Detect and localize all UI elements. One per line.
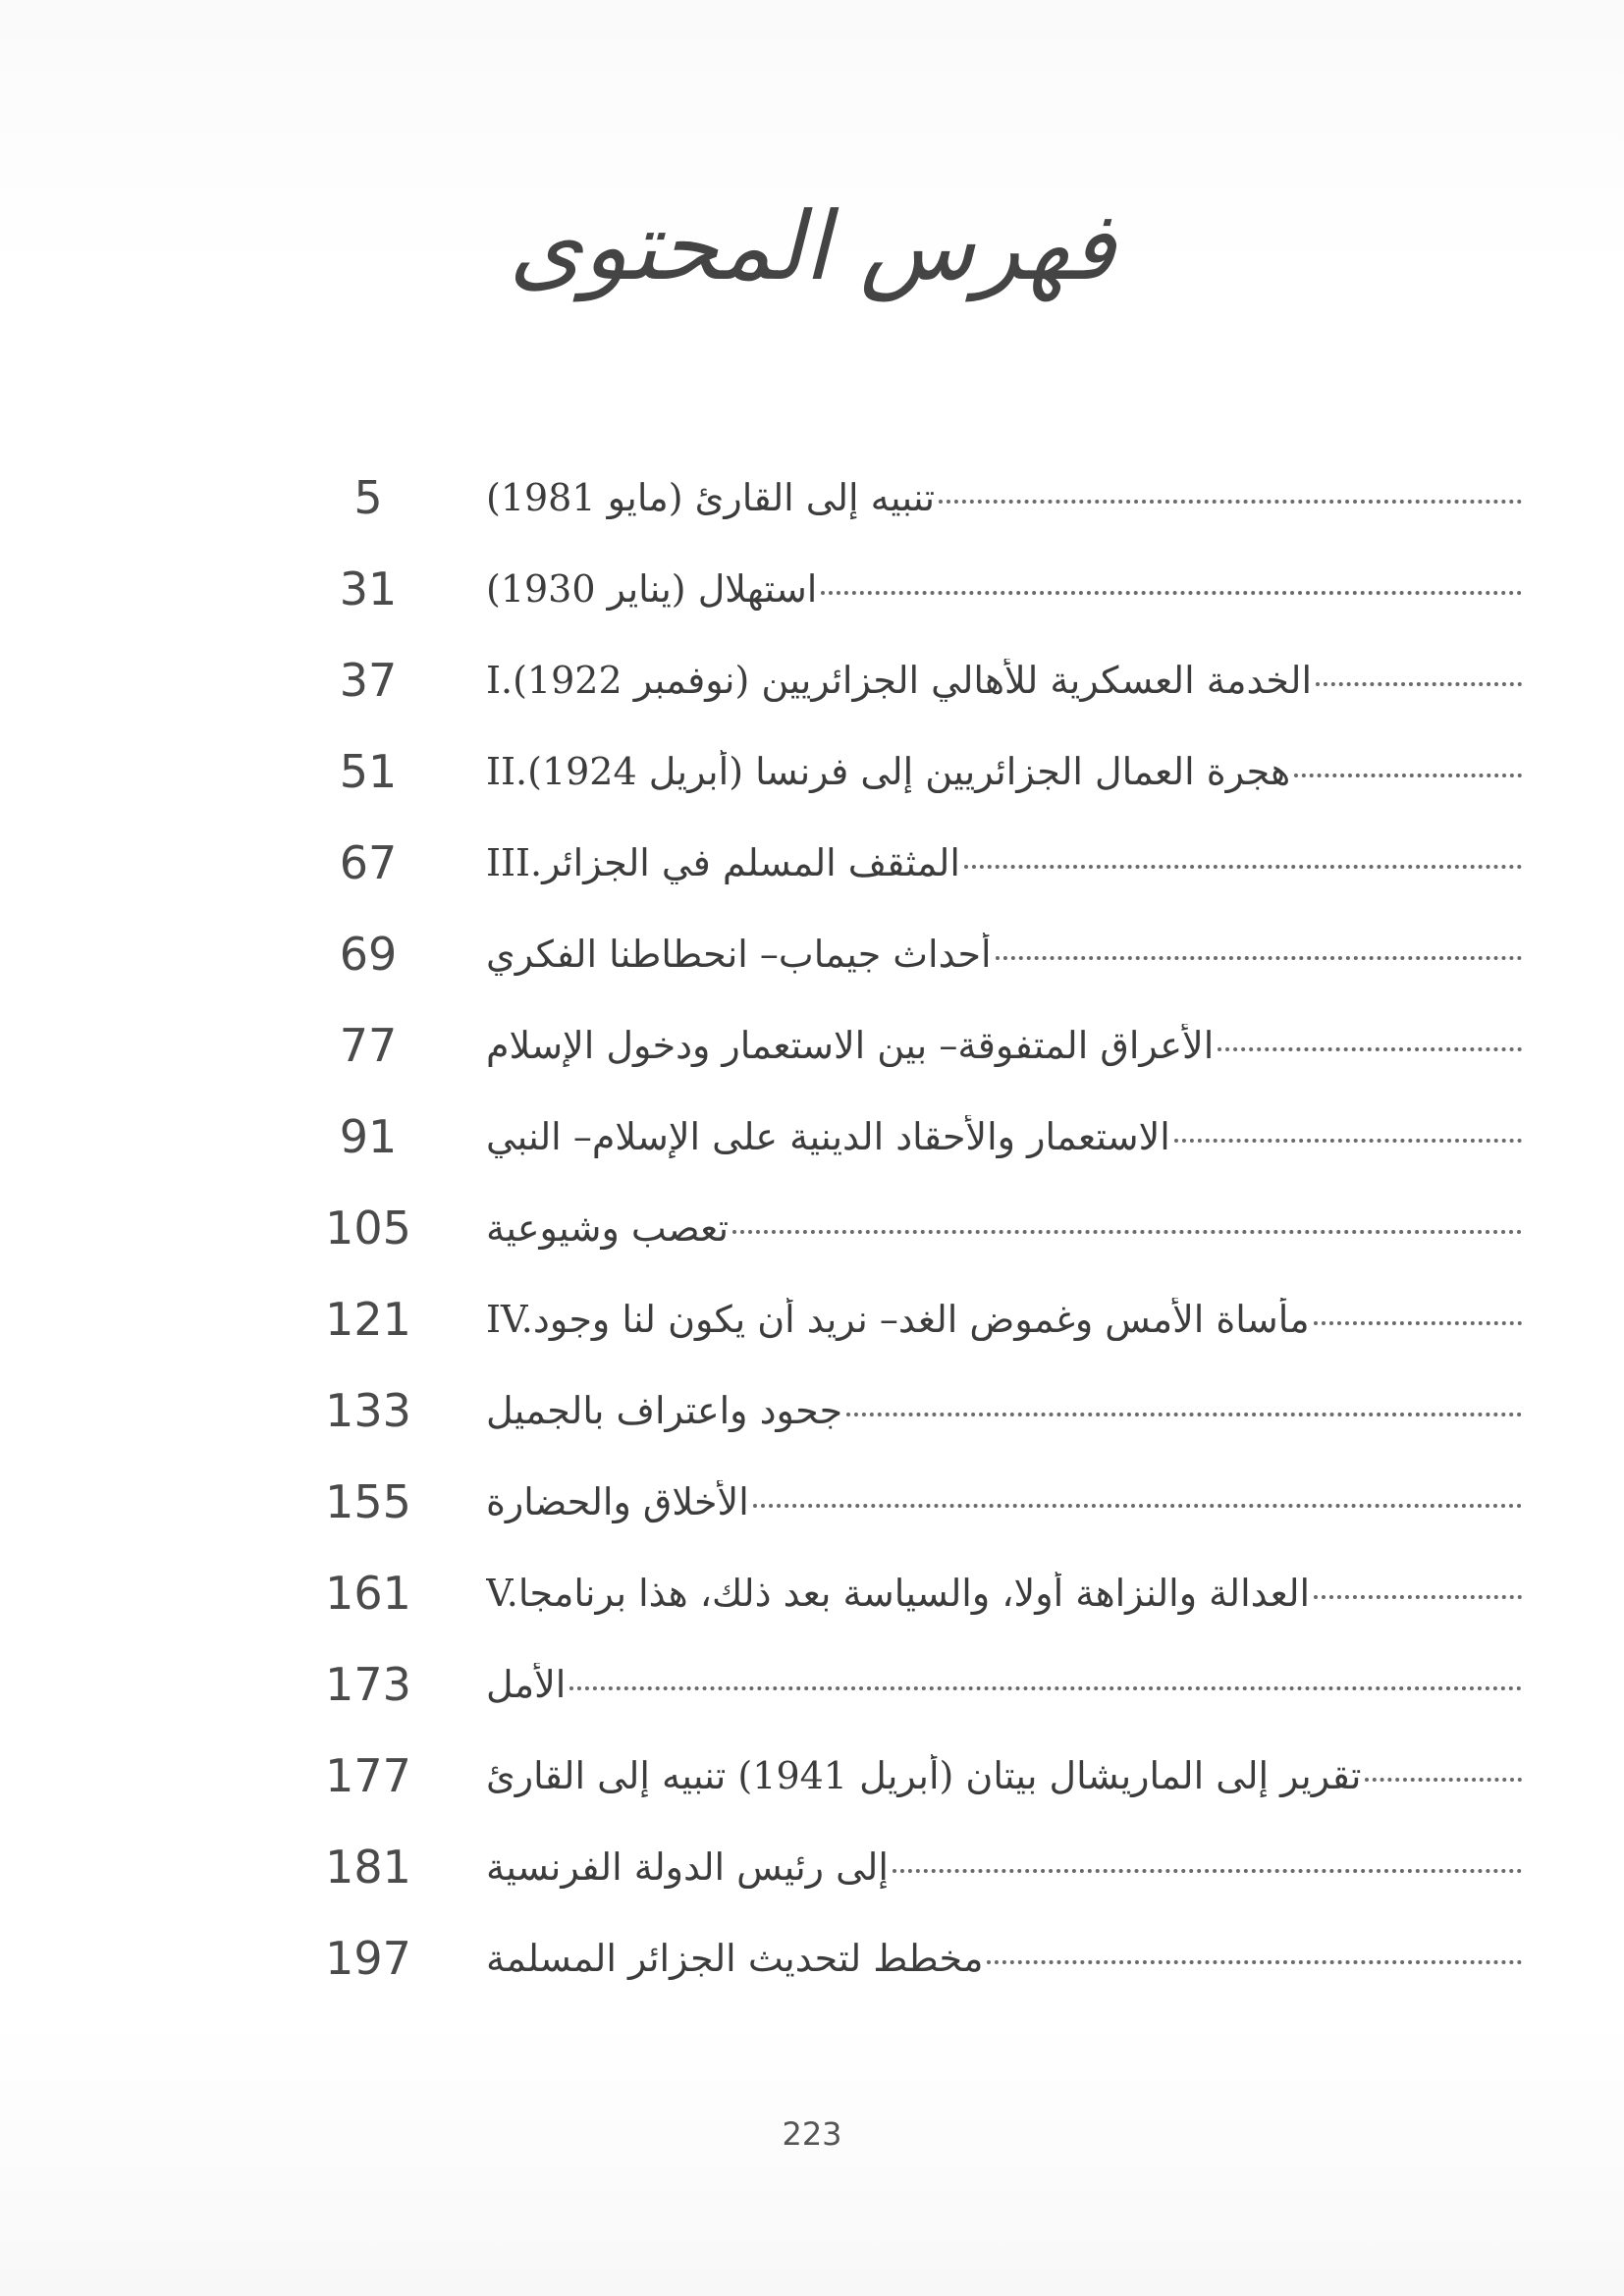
toc-entry-line: [486, 1115, 1522, 1158]
page-title: فهرس المحتوى: [509, 191, 1115, 301]
toc-entry: [295, 817, 1522, 908]
toc-entry-title: تنبيه إلى القارئ (مايو 1981): [486, 475, 936, 519]
dot-leader: [893, 1865, 1522, 1873]
toc-entry: [295, 1730, 1522, 1821]
toc-entry-line: [486, 1206, 1522, 1250]
toc-page-number: 177: [325, 1748, 411, 1802]
toc-entry: [295, 999, 1522, 1091]
toc-entry-line: [486, 1845, 1522, 1889]
toc-page-number: 181: [325, 1840, 411, 1894]
toc-entry-title: مخطط لتحديث الجزائر المسلمة: [486, 1936, 984, 1980]
toc-entry-line: [486, 476, 1522, 519]
toc-entry-line: [486, 567, 1522, 611]
toc-page-number: 5: [353, 470, 383, 524]
toc-entry: [295, 634, 1522, 725]
toc-entry-line: [486, 1663, 1522, 1706]
toc-entry-title: جحود واعتراف بالجميل: [486, 1388, 843, 1432]
toc-entry-title: أحداث جيماب– انحطاطنا الفكري: [486, 932, 992, 976]
toc-entry: [295, 1547, 1522, 1638]
toc-entry-line: [486, 659, 1522, 702]
dot-leader: [1365, 1774, 1522, 1782]
dot-leader: [821, 587, 1522, 595]
toc-entry-line: [486, 841, 1522, 884]
toc-page-number: 197: [325, 1931, 411, 1985]
dot-leader: [569, 1682, 1522, 1690]
toc-entry: [295, 1273, 1522, 1364]
toc-page-number: 67: [339, 835, 398, 889]
toc-entry-line: [486, 1754, 1522, 1797]
toc-page-number: 37: [339, 653, 398, 707]
dot-leader: [1316, 678, 1522, 686]
dot-leader: [1294, 770, 1522, 777]
toc-entry-title: تقرير إلى الماريشال بيتان (أبريل 1941) تنبيه إلى القارئ: [486, 1753, 1362, 1797]
toc-entry: [295, 1091, 1522, 1182]
toc-page-number: 173: [325, 1657, 411, 1711]
toc-entry-line: [486, 1024, 1522, 1067]
toc-entry: [295, 908, 1522, 999]
toc-entry-title: استهلال (يناير 1930): [486, 566, 818, 611]
toc-page-number: 31: [339, 561, 398, 615]
toc-entry-title: تعصب وشيوعية: [486, 1205, 730, 1250]
toc-entry: [295, 1821, 1522, 1912]
dot-leader: [732, 1226, 1522, 1234]
toc-entry-title: V.العدالة والنزاهة أولا، والسياسة بعد ذلك، هذا برنامجا: [486, 1571, 1311, 1615]
toc-entry-title: الأعراق المتفوقة– بين الاستعمار ودخول الإسلام: [486, 1023, 1215, 1067]
dot-leader: [846, 1409, 1522, 1416]
toc-entry: [295, 1638, 1522, 1730]
toc-entry: [295, 725, 1522, 817]
toc-entry-title: الأمل: [486, 1662, 567, 1706]
toc-entry-line: [486, 1937, 1522, 1980]
toc-page-number: 161: [325, 1566, 411, 1620]
toc-entry-title: I.الخدمة العسكرية للأهالي الجزائريين (نوفمبر 1922): [486, 658, 1313, 702]
toc-entry-title: الأخلاق والحضارة: [486, 1479, 749, 1523]
toc-entry-line: [486, 1572, 1522, 1615]
toc-entry-line: [486, 1480, 1522, 1523]
toc-page-number: 51: [339, 744, 398, 798]
toc-entry: [295, 1456, 1522, 1547]
toc-entry: [295, 1912, 1522, 2003]
toc-entry-line: [486, 1298, 1522, 1341]
dot-leader: [964, 861, 1522, 869]
toc-entry-title: إلى رئيس الدولة الفرنسية: [486, 1844, 889, 1889]
toc-page-number: 91: [339, 1109, 398, 1163]
dot-leader: [1174, 1135, 1522, 1143]
toc-entry-line: [486, 1389, 1522, 1432]
toc-entry: [295, 1364, 1522, 1456]
toc-page-number: 133: [325, 1383, 411, 1437]
toc-entry: [295, 452, 1522, 543]
dot-leader: [987, 1956, 1522, 1964]
footer-page-number: 223: [782, 2115, 842, 2153]
table-of-contents: [295, 452, 1522, 2003]
toc-page-number: 77: [339, 1018, 398, 1072]
toc-entry-title: II.هجرة العمال الجزائريين إلى فرنسا (أبريل 1924): [486, 749, 1291, 793]
toc-entry: [295, 1182, 1522, 1273]
toc-page-number: 105: [325, 1201, 411, 1255]
toc-page-number: 121: [325, 1292, 411, 1346]
toc-entry-title: III.المثقف المسلم في الجزائر: [486, 840, 960, 884]
toc-page-number: 155: [325, 1474, 411, 1528]
dot-leader: [1314, 1591, 1522, 1599]
dot-leader: [939, 496, 1522, 504]
toc-entry: [295, 543, 1522, 634]
toc-entry-title: IV.مأساة الأمس وغموض الغد– نريد أن يكون لنا وجود: [486, 1297, 1310, 1341]
toc-entry-line: [486, 750, 1522, 793]
dot-leader: [1218, 1043, 1522, 1051]
toc-entry-title: الاستعمار والأحقاد الدينية على الإسلام– النبي: [486, 1114, 1170, 1158]
dot-leader: [1314, 1317, 1522, 1325]
dot-leader: [753, 1500, 1522, 1508]
toc-page-number: 69: [339, 927, 398, 981]
dot-leader: [996, 952, 1522, 960]
toc-entry-line: [486, 933, 1522, 976]
